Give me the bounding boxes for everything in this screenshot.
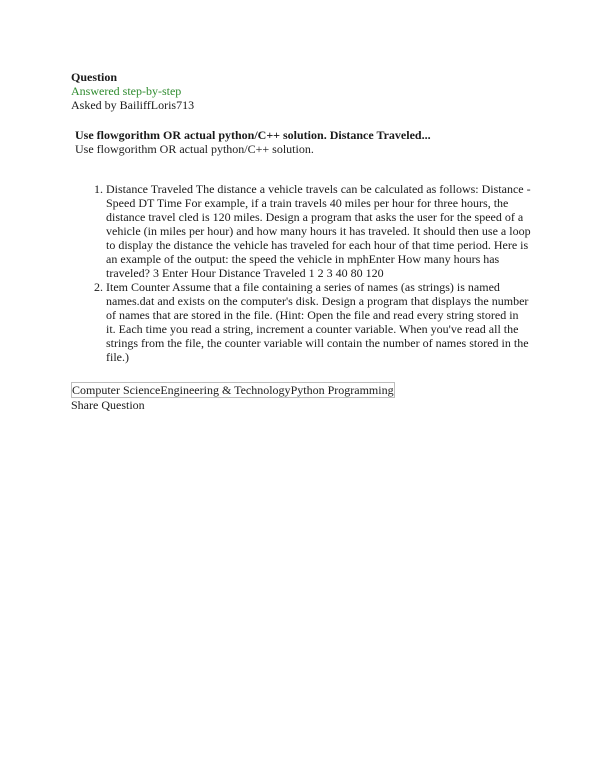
list-item: 2. Item Counter Assume that a file containing a series of names (as strings) is named names.dat and exists on the computer's disk. Design a program that displays the number of names that are stored in the file. (Hint: Open the file and read every string stored in it. Each time you read a string, increment a counter variable. When you've read all the strings from the file, the counter variable will contain the number of names stored in the file.) — [106, 280, 531, 364]
question-label: Question — [71, 70, 118, 84]
tag-python-programming[interactable]: Python Programming — [290, 383, 394, 397]
question-list — [71, 182, 531, 364]
asked-by: Asked by BailiffLoris713 — [71, 98, 195, 112]
list-item: 1. Distance Traveled The distance a vehicle travels can be calculated as follows: Distance - Speed DT Time For example, if a train travels 40 miles per hour for three hours, the distance travel cled is 120 miles. Design a program that asks the user for the speed of a vehicle (in miles per hour) and how many hours it has traveled. It should then use a loop to display the distance the vehicle has traveled for each hour of that time period. Here is an example of the output: the speed the vehicle in mphEnter How many hours has traveled? 3 Enter Hour Distance Traveled 1 2 3 40 80 120 — [106, 182, 531, 280]
tag-engineering-technology[interactable]: Engineering & Technology — [160, 383, 291, 397]
question-subtitle: Use flowgorithm OR actual python/C++ solution. — [75, 142, 314, 156]
question-title: Use flowgorithm OR actual python/C++ solution. Distance Traveled... — [75, 128, 431, 142]
share-question-link[interactable]: Share Question — [71, 398, 145, 412]
question-page — [71, 70, 531, 412]
tag-list — [71, 382, 531, 398]
tag-computer-science[interactable]: Computer Science — [72, 383, 161, 397]
answer-status: Answered step-by-step — [71, 84, 182, 98]
